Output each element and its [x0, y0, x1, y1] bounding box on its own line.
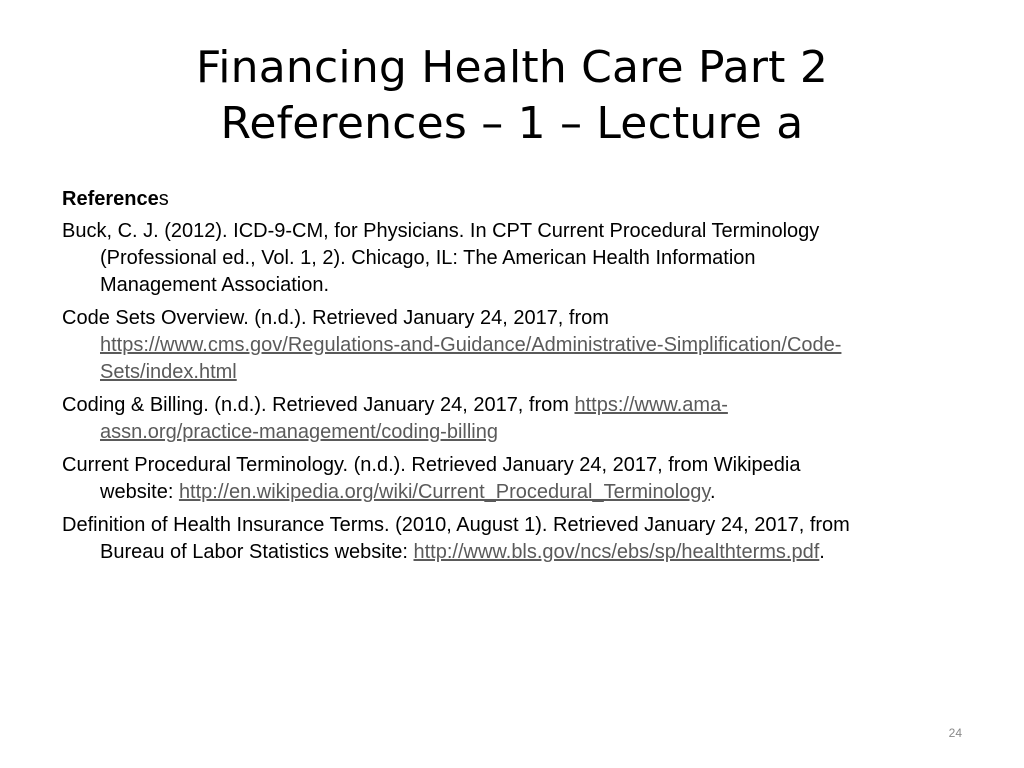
reference-buck-line-1: Buck, C. J. (2012). ICD-9-CM, for Physicians. In CPT Current Procedural Terminology [62, 220, 820, 242]
reference-cpt [62, 452, 972, 506]
code-sets-link-part-2[interactable]: Sets/index.html [100, 361, 237, 383]
title-line-2: References – 1 – Lecture a [220, 98, 804, 149]
health-insurance-prefix: Bureau of Labor Statistics website: [100, 541, 414, 563]
reference-buck-line-3: Management Association. [100, 274, 330, 296]
reference-code-sets [62, 305, 972, 386]
references-heading-rest: s [158, 188, 169, 210]
bls-healthterms-link[interactable]: http://www.bls.gov/ncs/ebs/sp/healthterms.pdf [413, 541, 820, 563]
coding-billing-link-part-2[interactable]: assn.org/practice-management/coding-billing [100, 421, 498, 443]
reference-health-insurance-line-1: Definition of Health Insurance Terms. (2010, August 1). Retrieved January 24, 2017, from [62, 514, 850, 536]
slide-title [0, 40, 1024, 152]
wikipedia-cpt-link[interactable]: http://en.wikipedia.org/wiki/Current_Procedural_Terminology [178, 481, 710, 503]
reference-cpt-line-2 [62, 479, 972, 506]
reference-health-insurance [62, 512, 972, 566]
reference-coding-billing-line-1 [62, 392, 972, 419]
references-body [62, 186, 972, 572]
coding-billing-text: Coding & Billing. (n.d.). Retrieved January 24, 2017, from [62, 394, 575, 416]
reference-health-insurance-line-2 [62, 539, 972, 566]
reference-cpt-line-1: Current Procedural Terminology. (n.d.). Retrieved January 24, 2017, from Wikipedia [62, 454, 801, 476]
reference-buck-line-2: (Professional ed., Vol. 1, 2). Chicago, IL: The American Health Information [100, 247, 756, 269]
reference-code-sets-url-line-1 [62, 332, 972, 359]
reference-code-sets-line-1: Code Sets Overview. (n.d.). Retrieved January 24, 2017, from [62, 307, 609, 329]
health-insurance-suffix: . [819, 541, 825, 563]
code-sets-link-part-1[interactable]: https://www.cms.gov/Regulations-and-Guidance/Administrative-Simplification/Code- [100, 334, 842, 356]
cpt-prefix: website: [100, 481, 179, 503]
cpt-suffix: . [709, 481, 716, 503]
reference-buck [62, 218, 972, 299]
coding-billing-link-part-1[interactable]: https://www.ama- [574, 394, 728, 416]
reference-coding-billing [62, 392, 972, 446]
references-heading [62, 186, 972, 213]
title-line-1: Financing Health Care Part 2 [195, 42, 829, 93]
reference-code-sets-url-line-2 [62, 359, 972, 386]
reference-coding-billing-line-2 [62, 419, 972, 446]
page-number: 24 [948, 726, 962, 740]
references-heading-bold: Reference [62, 188, 159, 210]
